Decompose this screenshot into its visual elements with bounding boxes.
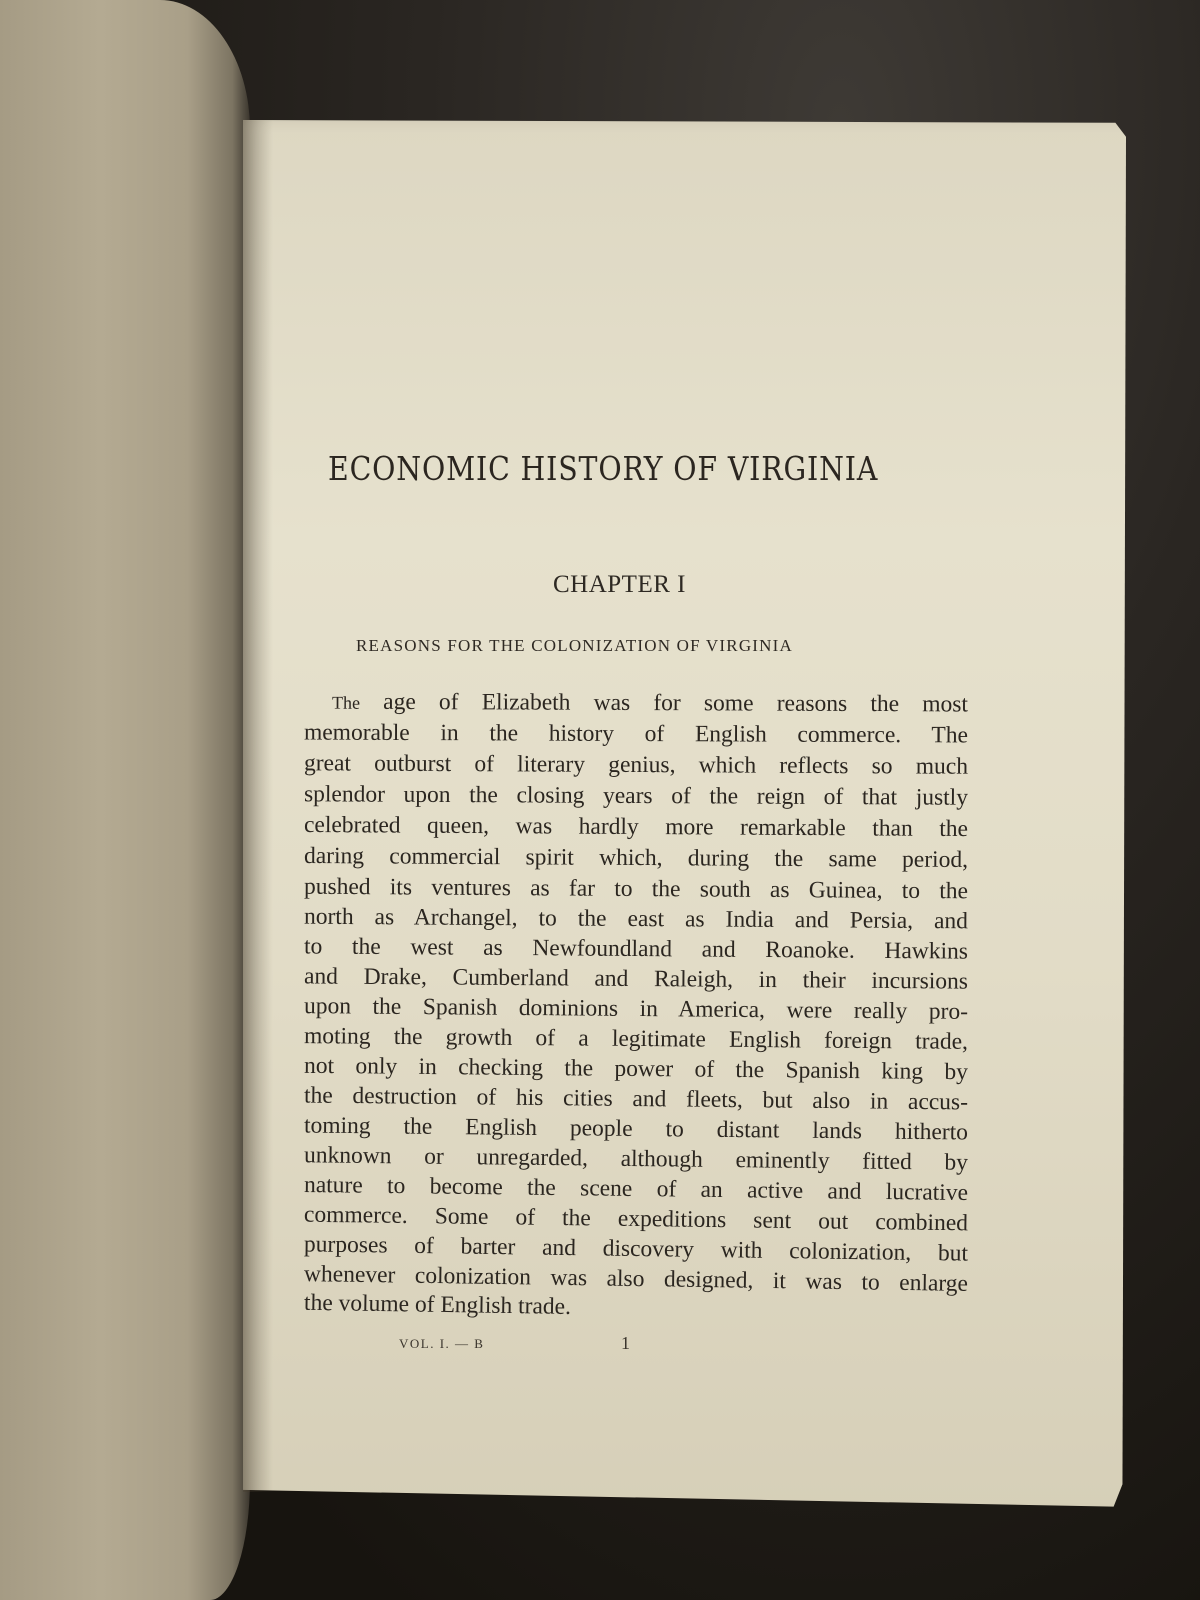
gutter-shadow bbox=[243, 120, 273, 1492]
body-line bbox=[304, 687, 968, 720]
body-line: nature to become the scene of an active and lucrative bbox=[303, 1171, 969, 1207]
body-line: to the west as Newfoundland and Roanoke. Hawkins bbox=[303, 933, 969, 965]
chapter-number: CHAPTER I bbox=[553, 571, 686, 598]
body-line: moting the growth of a legitimate English foreign trade, bbox=[303, 1023, 969, 1055]
body-line: celebrated queen, was hardly more remarkable than the bbox=[303, 811, 969, 843]
body-line: and Drake, Cumberland and Raleigh, in their incursions bbox=[303, 963, 969, 995]
body-line: memorable in the history of English commerce. The bbox=[303, 719, 969, 749]
body-line: great outburst of literary genius, which reflects so much bbox=[303, 750, 969, 780]
body-line: unknown or unregarded, although eminently fitted by bbox=[303, 1142, 969, 1176]
body-line: toming the English people to distant lands hitherto bbox=[303, 1112, 969, 1146]
opening-word: The bbox=[331, 692, 361, 713]
body-line: not only in checking the power of the Spanish king by bbox=[303, 1052, 969, 1086]
first-line-text: age of Elizabeth was for some reasons the most bbox=[359, 688, 969, 718]
body-line: whenever colonization was also designed, it was to enlarge bbox=[303, 1261, 969, 1297]
body-line: the destruction of his cities and fleets, but also in accus- bbox=[303, 1082, 969, 1116]
body-line: pushed its ventures as far to the south as Guinea, to the bbox=[303, 873, 969, 905]
body-line: splendor upon the closing years of the reign of that justly bbox=[303, 781, 969, 811]
body-line: north as Archangel, to the east as India and Persia, and bbox=[303, 903, 969, 935]
body-line: daring commercial spirit which, during the same period, bbox=[303, 842, 969, 874]
book-title: ECONOMIC HISTORY OF VIRGINIA bbox=[328, 449, 879, 488]
facing-page-left bbox=[0, 0, 250, 1600]
chapter-title: REASONS FOR THE COLONIZATION OF VIRGINIA bbox=[356, 636, 793, 655]
body-line: commerce. Some of the expeditions sent out combined bbox=[303, 1201, 969, 1237]
body-line: the volume of English trade. bbox=[303, 1289, 572, 1320]
page-number: 1 bbox=[621, 1333, 630, 1353]
signature-mark: VOL. I. — B bbox=[399, 1336, 485, 1351]
body-line: upon the Spanish dominions in America, were really pro- bbox=[303, 993, 969, 1025]
body-line: purposes of barter and discovery with colonization, but bbox=[303, 1231, 969, 1267]
